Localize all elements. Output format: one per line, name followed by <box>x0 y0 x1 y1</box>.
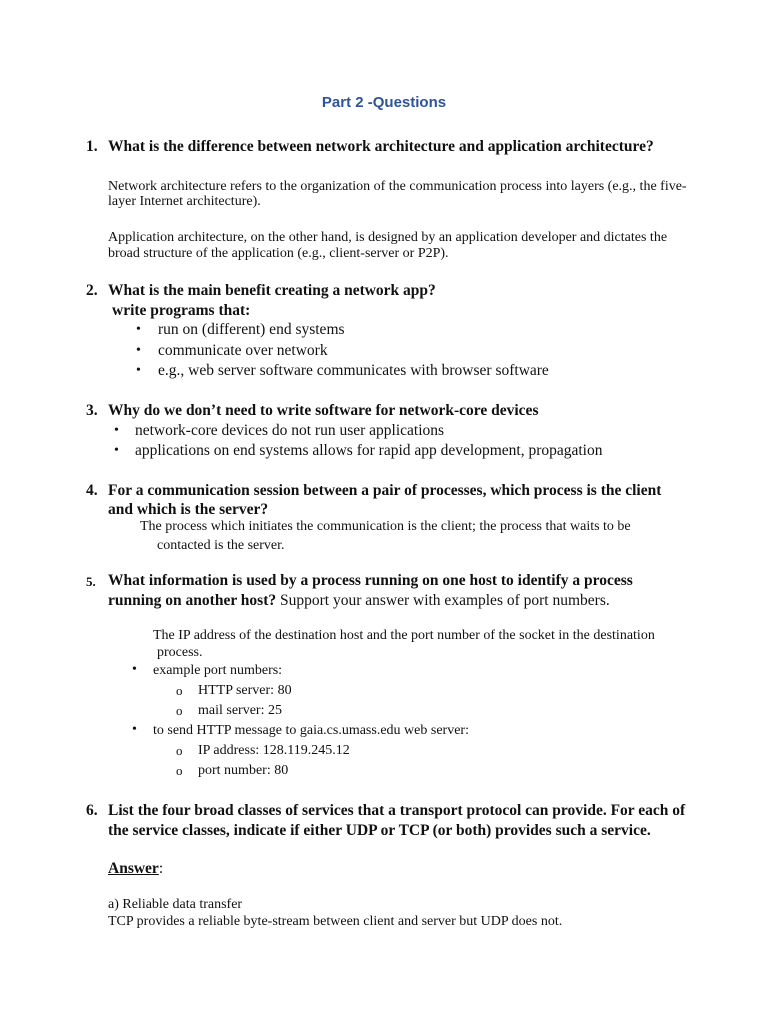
question-5-line2 <box>108 592 610 610</box>
q2-bullet-1: run on (different) end systems <box>158 321 345 338</box>
q3-bullet-1: network-core devices do not run user applications <box>135 422 445 439</box>
question-6-line2: the service classes, indicate if either UDP or TCP (or both) provides such a service. <box>108 822 651 839</box>
answer-label <box>108 860 163 878</box>
answer-4-line2: contacted is the server. <box>157 538 285 553</box>
bullet-icon: • <box>114 423 119 438</box>
bullet-icon: • <box>136 343 141 358</box>
q5-bullet-2: to send HTTP message to gaia.cs.umass.edu web server: <box>153 723 469 738</box>
question-4-line2: and which is the server? <box>108 501 269 518</box>
answer-1-para1-line2: layer Internet architecture). <box>108 194 261 209</box>
answer-4-line1: The process which initiates the communication is the client; the process that waits to be <box>140 519 631 534</box>
circle-bullet-icon: o <box>176 763 183 778</box>
bullet-icon: • <box>136 363 141 378</box>
question-number-3: 3. <box>86 402 98 419</box>
question-number-1: 1. <box>86 138 98 155</box>
bullet-icon: • <box>136 322 141 337</box>
question-2-subtext: write programs that: <box>112 302 251 319</box>
q2-bullet-3: e.g., web server software communicates with browser software <box>158 362 549 379</box>
question-1-text: What is the difference between network architecture and application architecture? <box>108 138 654 155</box>
circle-bullet-icon: o <box>176 683 183 698</box>
question-2-text: What is the main benefit creating a network app? <box>108 282 436 299</box>
answer-label-colon: : <box>158 860 164 877</box>
q5-bullet-1: example port numbers: <box>153 663 283 678</box>
answer-1-para1-line1: Network architecture refers to the organization of the communication process into layers (e.g., the five- <box>108 179 687 194</box>
circle-bullet-icon: o <box>176 703 183 718</box>
bullet-icon: • <box>114 443 119 458</box>
bullet-icon: • <box>132 662 137 677</box>
answer-1-para2-line2: broad structure of the application (e.g., client-server or P2P). <box>108 246 449 261</box>
answer-label-text: Answer <box>108 860 159 877</box>
question-5-line1: What information is used by a process running on one host to identify a process <box>108 572 633 589</box>
q5-sub1-item1: HTTP server: 80 <box>198 683 292 698</box>
answer-5-line1: The IP address of the destination host and the port number of the socket in the destination <box>153 628 655 643</box>
q2-bullet-2: communicate over network <box>158 342 328 359</box>
bullet-icon: • <box>132 722 137 737</box>
question-number-4: 4. <box>86 482 98 499</box>
answer-5-line2: process. <box>157 645 203 660</box>
page-title: Part 2 -Questions <box>321 94 447 111</box>
q5-sub2-item2: port number: 80 <box>198 763 289 778</box>
question-number-6: 6. <box>86 802 98 819</box>
answer-1-para2-line1: Application architecture, on the other hand, is designed by an application developer and dictates the <box>108 230 668 245</box>
question-5-line2-bold: running on another host? <box>108 592 277 609</box>
answer-6-a-heading: a) Reliable data transfer <box>108 897 243 912</box>
question-3-text: Why do we don’t need to write software for network-core devices <box>108 402 539 419</box>
circle-bullet-icon: o <box>176 743 183 758</box>
question-4-line1: For a communication session between a pair of processes, which process is the client <box>108 482 662 499</box>
question-5-line2-plain: Support your answer with examples of port numbers. <box>279 592 610 609</box>
question-6-line1: List the four broad classes of services that a transport protocol can provide. For each of <box>108 802 686 819</box>
question-number-5: 5. <box>86 574 96 589</box>
q5-sub1-item2: mail server: 25 <box>198 703 282 718</box>
q3-bullet-2: applications on end systems allows for rapid app development, propagation <box>135 442 603 459</box>
answer-6-a-text: TCP provides a reliable byte-stream between client and server but UDP does not. <box>108 914 563 929</box>
q5-sub2-item1: IP address: 128.119.245.12 <box>198 743 350 758</box>
question-number-2: 2. <box>86 282 98 299</box>
